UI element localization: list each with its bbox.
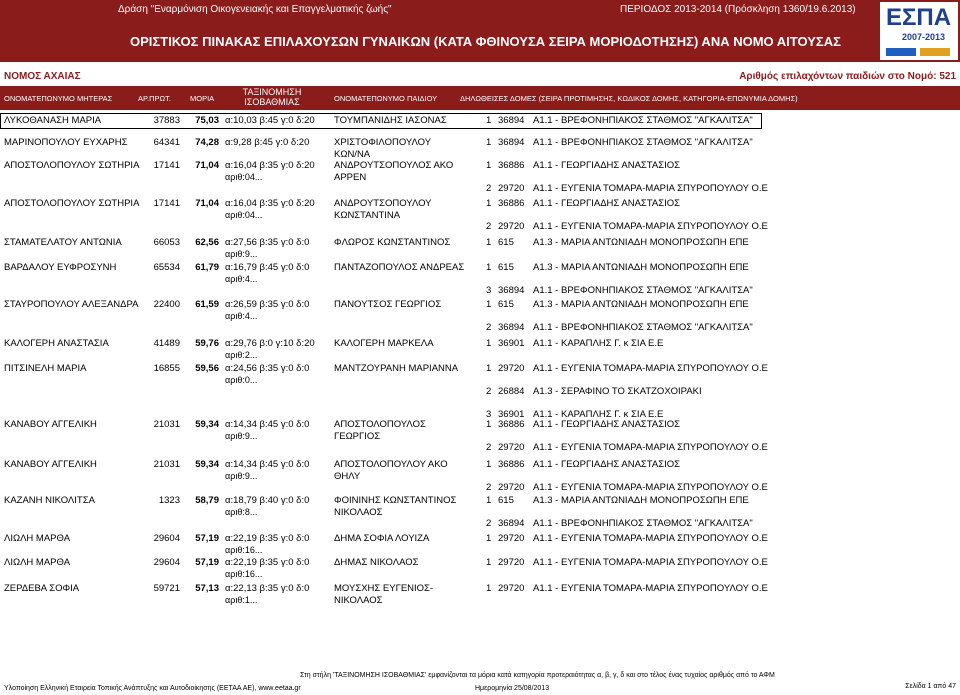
structure-code: 36894 [498,322,525,333]
pref-order: 2 [486,183,492,194]
logo-years: 2007-2013 [902,32,946,42]
structure-name: Α1.3 - ΜΑΡΙΑ ΑΝΤΩΝΙΑΔΗ ΜΟΝΟΠΡΟΣΩΠΗ ΕΠΕ [533,262,749,273]
score: 61,59 [195,299,219,310]
protocol-number: 22400 [153,299,180,310]
structure-name: Α1.1 - ΓΕΩΡΓΙΑΔΗΣ ΑΝΑΣΤΑΣΙΟΣ [533,419,681,430]
mother-name: ΚΑΛΟΓΕΡΗ ΑΝΑΣΤΑΣΙΑ [4,338,109,349]
structure-code: 615 [498,495,514,506]
ranking: α:9,28 β:45 γ:0 δ:20 [225,137,310,148]
footer-note: Στη στήλη 'ΤΑΞΙΝΟΜΗΣΗ ΙΣΟΒΑΘΜΙΑΣ' εμφανίζονται τα μόρια κατά κατηγορία προτεραιότητας α, β, γ, δ και στο τέλος ένας τυχαίος αριθμός από το ΑΦΜ [300,672,775,679]
score: 59,34 [195,459,219,470]
child-name: ΦΛΩΡΟΣ ΚΩΝΣΤΑΝΤΙΝΟΣ [334,237,451,248]
structure-code: 36901 [498,409,525,420]
ranking-tiebreak: αριθ:16... [225,545,263,555]
ranking-tiebreak: αριθ:8... [225,507,258,517]
ranking: α:24,56 β:35 γ:0 δ:0 [225,363,310,374]
structure-code: 26884 [498,386,525,397]
structure-code: 29720 [498,533,525,544]
structure-code: 29720 [498,183,525,194]
mother-name: ΣΤΑΥΡΟΠΟΥΛΟΥ ΑΛΕΞΑΝΔΡΑ [4,299,139,310]
structure-code: 615 [498,237,514,248]
mother-name: ΒΑΡΔΑΛΟΥ ΕΥΦΡΟΣΥΝΗ [4,262,117,273]
espa-logo [880,2,958,60]
pref-order: 1 [486,533,492,544]
col-child: ΟΝΟΜΑΤΕΠΩΝΥΜΟ ΠΑΙΔΙΟΥ [334,94,438,103]
eu-flag-icon [920,48,950,56]
structure-code: 36886 [498,198,525,209]
pref-order: 1 [486,237,492,248]
structure-name: Α1.1 - ΒΡΕΦΟΝΗΠΙΑΚΟΣ ΣΤΑΘΜΟΣ "ΑΓΚΑΛΙΤΣΑ" [533,285,753,296]
ranking: α:18,79 β:40 γ:0 δ:0 [225,495,310,506]
child-name: ΚΑΛΟΓΕΡΗ ΜΑΡΚΕΛΑ [334,338,434,349]
pref-order: 1 [486,115,492,126]
ranking: α:16,04 β:35 γ:0 δ:20 [225,160,315,171]
footer-date: Ημερομηνία 25/08/2013 [475,685,550,692]
period-title: ΠΕΡΙΟΔΟΣ 2013-2014 (Πρόσκληση 1360/19.6.2013) [620,4,856,15]
pref-order: 1 [486,583,492,594]
col-score: ΜΟΡΙΑ [190,94,215,103]
mother-name: ΛΙΩΛΗ ΜΑΡΘΑ [4,533,71,544]
protocol-number: 37883 [153,115,180,126]
logo-text: ΕΣΠΑ [886,4,952,31]
pref-order: 3 [486,409,492,420]
pref-order: 2 [486,518,492,529]
structure-name: Α1.1 - ΓΕΩΡΓΙΑΔΗΣ ΑΝΑΣΤΑΣΙΟΣ [533,160,681,171]
table-header [0,86,960,110]
pref-order: 1 [486,160,492,171]
child-name: ΑΠΟΣΤΟΛΟΠΟΥΛΟΣ [334,419,426,430]
structure-name: Α1.1 - ΒΡΕΦΟΝΗΠΙΑΚΟΣ ΣΤΑΘΜΟΣ "ΑΓΚΑΛΙΤΣΑ" [533,322,753,333]
child-name: ΜΑΝΤΖΟΥΡΑΝΗ ΜΑΡΙΑΝΝΑ [334,363,459,374]
pref-order: 2 [486,386,492,397]
structure-name: Α1.1 - ΒΡΕΦΟΝΗΠΙΑΚΟΣ ΣΤΑΘΜΟΣ "ΑΓΚΑΛΙΤΣΑ" [533,115,753,126]
mother-name: ΖΕΡΔΕΒΑ ΣΟΦΙΑ [4,583,80,594]
mother-name: ΚΑΖΑΝΗ ΝΙΚΟΛΙΤΣΑ [4,495,95,506]
protocol-number: 29604 [153,557,180,568]
protocol-number: 17141 [153,160,180,171]
pref-order: 1 [486,495,492,506]
ranking: α:14,34 β:45 γ:0 δ:0 [225,459,310,470]
score: 61,79 [195,262,219,273]
child-name-cont: ΝΙΚΟΛΑΟΣ [334,507,383,518]
col-mother: ΟΝΟΜΑΤΕΠΩΝΥΜΟ ΜΗΤΕΡΑΣ [4,94,113,103]
protocol-number: 65534 [153,262,180,273]
structure-name: Α1.3 - ΜΑΡΙΑ ΑΝΤΩΝΙΑΔΗ ΜΟΝΟΠΡΟΣΩΠΗ ΕΠΕ [533,495,749,506]
col-structures: ΔΗΛΩΘΕΙΣΕΣ ΔΟΜΕΣ (ΣΕΙΡΑ ΠΡΟΤΙΜΗΣΗΣ, ΚΩΔΙΚΟΣ ΔΟΜΗΣ, ΚΑΤΗΓΟΡΙΑ-ΕΠΩΝΥΜΙΑ ΔΟΜΗΣ) [460,94,798,103]
protocol-number: 21031 [153,419,180,430]
structure-name: Α1.1 - ΕΥΓΕΝΙΑ ΤΟΜΑΡΑ-ΜΑΡΙΑ ΣΠΥΡΟΠΟΥΛΟΥ Ο.Ε [533,533,768,544]
child-name-cont: ΓΕΩΡΓΙΟΣ [334,431,381,442]
pref-order: 1 [486,557,492,568]
pref-order: 2 [486,482,492,493]
mother-name: ΛΙΩΛΗ ΜΑΡΘΑ [4,557,71,568]
structure-code: 29720 [498,482,525,493]
structure-code: 36901 [498,338,525,349]
protocol-number: 1323 [158,495,180,506]
ranking: α:27,56 β:35 γ:0 δ:0 [225,237,310,248]
program-title: Δράση "Εναρμόνιση Οικογενειακής και Επαγγελματικής ζωής" [118,4,392,15]
structure-name: Α1.1 - ΚΑΡΑΠΛΗΣ Γ. κ ΣΙΑ Ε.Ε [533,338,664,349]
score: 75,03 [195,115,219,126]
structure-code: 36894 [498,115,525,126]
structure-name: Α1.1 - ΓΕΩΡΓΙΑΔΗΣ ΑΝΑΣΤΑΣΙΟΣ [533,198,681,209]
ranking-tiebreak: αριθ:1... [225,595,258,605]
footer-org: Υλοποίηση Ελληνική Εταιρεία Τοπικής Ανάπτυξης και Αυτοδιοίκησης (ΕΕΤΑΑ ΑΕ), www.eetaa.gr [4,685,301,692]
pref-order: 1 [486,363,492,374]
score: 58,79 [195,495,219,506]
structure-name: Α1.1 - ΕΥΓΕΝΙΑ ΤΟΜΑΡΑ-ΜΑΡΙΑ ΣΠΥΡΟΠΟΥΛΟΥ Ο.Ε [533,221,768,232]
structure-code: 36886 [498,459,525,470]
structure-name: Α1.1 - ΕΥΓΕΝΙΑ ΤΟΜΑΡΑ-ΜΑΡΙΑ ΣΠΥΡΟΠΟΥΛΟΥ Ο.Ε [533,583,768,594]
child-name: ΑΠΟΣΤΟΛΟΠΟΥΛΟΥ ΑΚΟ [334,459,448,470]
pref-order: 1 [486,419,492,430]
ranking: α:22,13 β:35 γ:0 δ:0 [225,583,310,594]
score: 57,19 [195,557,219,568]
mother-name: ΣΤΑΜΑΤΕΛΑΤΟΥ ΑΝΤΩΝΙΑ [4,237,122,248]
structure-code: 36886 [498,160,525,171]
structure-name: Α1.1 - ΕΥΓΕΝΙΑ ΤΟΜΑΡΑ-ΜΑΡΙΑ ΣΠΥΡΟΠΟΥΛΟΥ Ο.Ε [533,183,768,194]
protocol-number: 29604 [153,533,180,544]
child-name-cont: ΑΡΡΕΝ [334,172,367,183]
structure-code: 36886 [498,419,525,430]
pref-order: 1 [486,262,492,273]
structure-code: 29720 [498,221,525,232]
child-name: ΠΑΝΤΑΖΟΠΟΥΛΟΣ ΑΝΔΡΕΑΣ [334,262,465,273]
child-name: ΠΑΝΟΥΤΣΟΣ ΓΕΩΡΓΙΟΣ [334,299,442,310]
ranking-tiebreak: αριθ:4... [225,311,258,321]
protocol-number: 21031 [153,459,180,470]
score: 59,76 [195,338,219,349]
col-ranking: ΤΑΞΙΝΟΜΗΣΗ ΙΣΟΒΑΘΜΙΑΣ [242,87,302,107]
ranking: α:22,19 β:35 γ:0 δ:0 [225,533,310,544]
structure-code: 29720 [498,583,525,594]
pref-order: 2 [486,322,492,333]
mother-name: ΑΠΟΣΤΟΛΟΠΟΥΛΟΥ ΣΩΤΗΡΙΑ [4,160,140,171]
col-protocol: ΑΡ.ΠΡΩΤ. [138,94,171,103]
protocol-number: 41489 [153,338,180,349]
child-name: ΜΟΥΣΧΗΣ ΕΥΓΕΝΙΟΣ- [334,583,434,594]
score: 71,04 [195,160,219,171]
structure-code: 36894 [498,137,525,148]
protocol-number: 17141 [153,198,180,209]
document-title: ΟΡΙΣΤΙΚΟΣ ΠΙΝΑΚΑΣ ΕΠΙΛΑΧΟΥΣΩΝ ΓΥΝΑΙΚΩΝ (ΚΑΤΑ ΦΘΙΝΟΥΣΑ ΣΕΙΡΑ ΜΟΡΙΟΔΟΤΗΣΗΣ) ΑΝΑ ΝΟΜΟ ΑΙΤΟΥΣΑΣ [130,34,841,49]
prefecture-title: ΝΟΜΟΣ ΑΧΑΙΑΣ [4,71,81,82]
flag-icon [886,48,916,56]
pref-order: 2 [486,442,492,453]
ranking: α:16,04 β:35 γ:0 δ:20 [225,198,315,209]
children-count: Αριθμός επιλαχόντων παιδιών στο Νομό: 521 [739,71,956,82]
child-name: ΔΗΜΑ ΣΟΦΙΑ ΛΟΥΙΖΑ [334,533,430,544]
ranking-tiebreak: αριθ:9... [225,471,258,481]
structure-code: 36894 [498,285,525,296]
structure-name: Α1.1 - ΕΥΓΕΝΙΑ ΤΟΜΑΡΑ-ΜΑΡΙΑ ΣΠΥΡΟΠΟΥΛΟΥ Ο.Ε [533,482,768,493]
structure-name: Α1.1 - ΕΥΓΕΝΙΑ ΤΟΜΑΡΑ-ΜΑΡΙΑ ΣΠΥΡΟΠΟΥΛΟΥ Ο.Ε [533,442,768,453]
ranking: α:26,59 β:35 γ:0 δ:0 [225,299,310,310]
ranking-tiebreak: αριθ:4... [225,274,258,284]
child-name-cont: ΘΗΛΥ [334,471,361,482]
structure-name: Α1.1 - ΕΥΓΕΝΙΑ ΤΟΜΑΡΑ-ΜΑΡΙΑ ΣΠΥΡΟΠΟΥΛΟΥ Ο.Ε [533,363,768,374]
protocol-number: 16855 [153,363,180,374]
structure-code: 36894 [498,518,525,529]
structure-name: Α1.3 - ΣΕΡΑΦΙΝΟ ΤΟ ΣΚΑΤΖΟΧΟΙΡΑΚΙ [533,386,702,397]
ranking-tiebreak: αριθ:04... [225,172,263,182]
pref-order: 3 [486,285,492,296]
mother-name: ΚΑΝΑΒΟΥ ΑΓΓΕΛΙΚΗ [4,459,97,470]
header-banner [0,0,960,62]
structure-name: Α1.3 - ΜΑΡΙΑ ΑΝΤΩΝΙΑΔΗ ΜΟΝΟΠΡΟΣΩΠΗ ΕΠΕ [533,237,749,248]
score: 57,19 [195,533,219,544]
score: 57,13 [195,583,219,594]
ranking-tiebreak: αριθ:2... [225,350,258,360]
ranking-tiebreak: αριθ:9... [225,249,258,259]
child-name-cont: ΝΙΚΟΛΑΟΣ [334,595,383,606]
ranking-tiebreak: αριθ:0... [225,375,258,385]
pref-order: 1 [486,299,492,310]
protocol-number: 64341 [153,137,180,148]
pref-order: 1 [486,459,492,470]
ranking-tiebreak: αριθ:9... [225,431,258,441]
ranking: α:10,03 β:45 γ:0 δ:20 [225,115,315,126]
mother-name: ΑΠΟΣΤΟΛΟΠΟΥΛΟΥ ΣΩΤΗΡΙΑ [4,198,140,209]
structure-code: 29720 [498,442,525,453]
pref-order: 1 [486,198,492,209]
child-name: ΑΝΔΡΟΥΤΣΟΠΟΥΛΟΣ ΑΚΟ [334,160,454,171]
child-name-cont: ΚΩΝΣΤΑΝΤΙΝΑ [334,210,401,221]
mother-name: ΠΙΤΣΙΝΕΛΗ ΜΑΡΙΑ [4,363,87,374]
structure-code: 615 [498,299,514,310]
structure-name: Α1.1 - ΚΑΡΑΠΛΗΣ Γ. κ ΣΙΑ Ε.Ε [533,409,664,420]
child-name: ΦΟΙΝΙΝΗΣ ΚΩΝΣΤΑΝΤΙΝΟΣ [334,495,457,506]
pref-order: 1 [486,338,492,349]
pref-order: 2 [486,221,492,232]
pref-order: 1 [486,137,492,148]
structure-name: Α1.1 - ΒΡΕΦΟΝΗΠΙΑΚΟΣ ΣΤΑΘΜΟΣ "ΑΓΚΑΛΙΤΣΑ" [533,518,753,529]
structure-code: 29720 [498,363,525,374]
protocol-number: 66053 [153,237,180,248]
child-name: ΤΟΥΜΠΑΝΙΔΗΣ ΙΑΣΟΝΑΣ [334,115,447,126]
score: 59,34 [195,419,219,430]
mother-name: ΜΑΡΙΝΟΠΟΥΛΟΥ ΕΥΧΑΡΗΣ [4,137,128,148]
ranking: α:14,34 β:45 γ:0 δ:0 [225,419,310,430]
ranking-tiebreak: αριθ:04... [225,210,263,220]
child-name: ΔΗΜΑΣ ΝΙΚΟΛΑΟΣ [334,557,419,568]
ranking: α:29,76 β:0 γ:10 δ:20 [225,338,315,349]
footer-page: Σελίδα 1 από 47 [905,683,956,690]
mother-name: ΚΑΝΑΒΟΥ ΑΓΓΕΛΙΚΗ [4,419,97,430]
score: 62,56 [195,237,219,248]
mother-name: ΛΥΚΟΘΑΝΑΣΗ ΜΑΡΙΑ [4,115,102,126]
child-name-cont: ΚΩΝ/ΝΑ [334,149,371,160]
structure-name: Α1.1 - ΓΕΩΡΓΙΑΔΗΣ ΑΝΑΣΤΑΣΙΟΣ [533,459,681,470]
structure-name: Α1.1 - ΕΥΓΕΝΙΑ ΤΟΜΑΡΑ-ΜΑΡΙΑ ΣΠΥΡΟΠΟΥΛΟΥ Ο.Ε [533,557,768,568]
score: 71,04 [195,198,219,209]
structure-name: Α1.1 - ΒΡΕΦΟΝΗΠΙΑΚΟΣ ΣΤΑΘΜΟΣ "ΑΓΚΑΛΙΤΣΑ" [533,137,753,148]
child-name: ΧΡΙΣΤΟΦΙΛΟΠΟΥΛΟΥ [334,137,432,148]
score: 59,56 [195,363,219,374]
structure-name: Α1.3 - ΜΑΡΙΑ ΑΝΤΩΝΙΑΔΗ ΜΟΝΟΠΡΟΣΩΠΗ ΕΠΕ [533,299,749,310]
protocol-number: 59721 [153,583,180,594]
ranking: α:22,19 β:35 γ:0 δ:0 [225,557,310,568]
ranking-tiebreak: αριθ:16... [225,569,263,579]
ranking: α:16,79 β:45 γ:0 δ:0 [225,262,310,273]
child-name: ΑΝΔΡΟΥΤΣΟΠΟΥΛΟΥ [334,198,432,209]
structure-code: 29720 [498,557,525,568]
score: 74,28 [195,137,219,148]
structure-code: 615 [498,262,514,273]
